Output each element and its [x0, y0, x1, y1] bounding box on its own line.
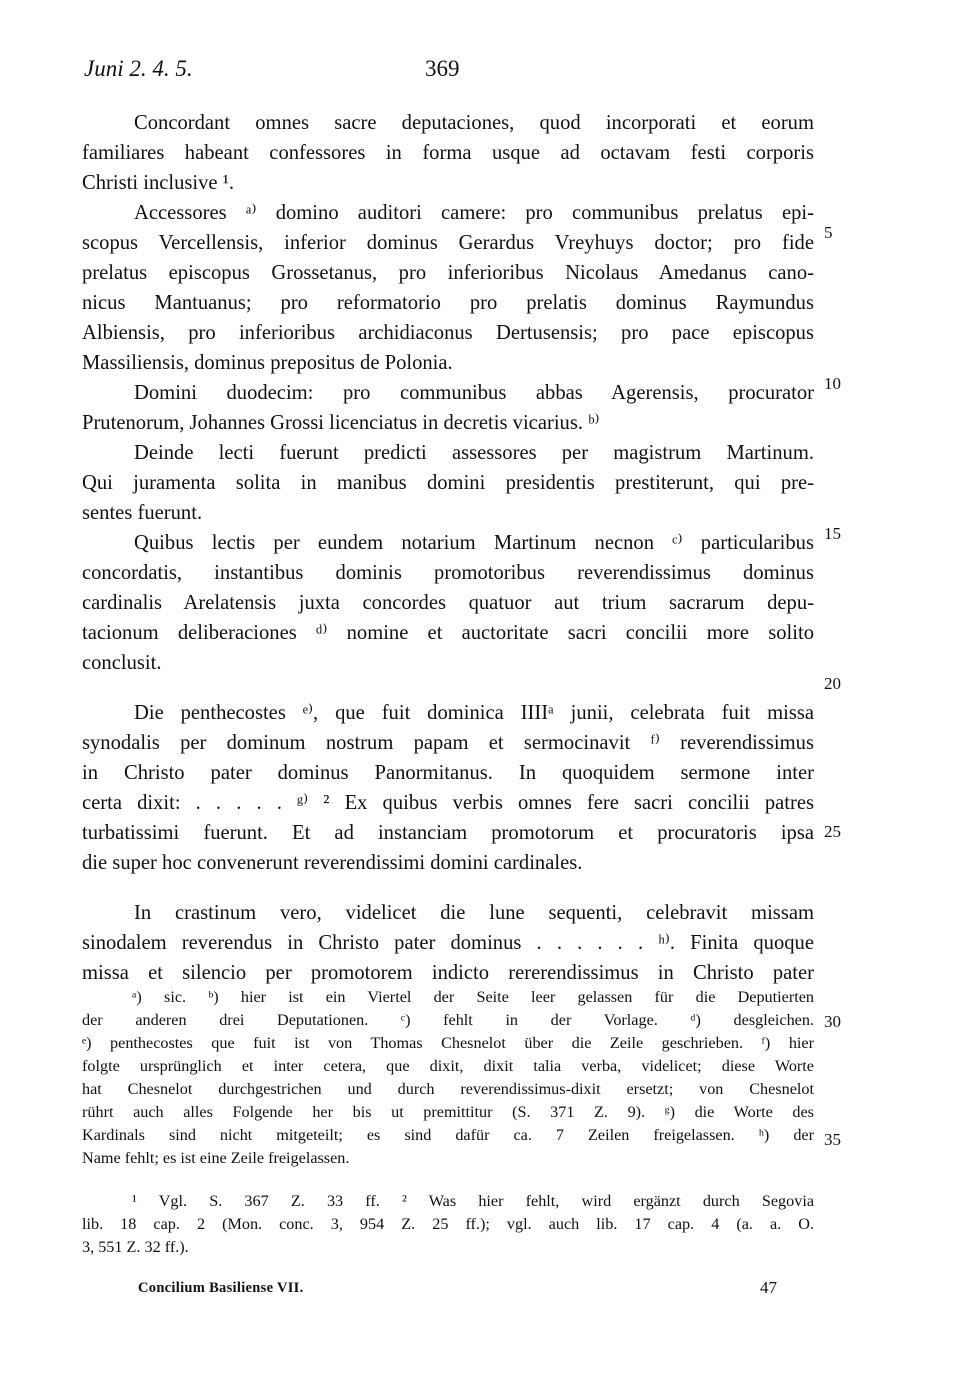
- printer-signature: Concilium Basiliense VII.: [138, 1280, 304, 1296]
- body-line: nicus Mantuanus; pro reformatorio pro prelatis dominus Raymundus: [82, 292, 814, 314]
- footnote-line: Name fehlt; es ist eine Zeile freigelassen.: [82, 1149, 350, 1167]
- body-line: Albiensis, pro inferioribus archidiaconus Dertusensis; pro pace episcopus: [82, 322, 814, 344]
- body-line: cardinalis Arelatensis juxta concordes quatuor aut trium sacrarum depu-: [82, 592, 814, 614]
- note-line: ¹ Vgl. S. 367 Z. 33 ff. ² Was hier fehlt, wird ergänzt durch Segovia: [132, 1192, 814, 1210]
- note-line: lib. 18 cap. 2 (Mon. conc. 3, 954 Z. 25 ff.); vgl. auch lib. 17 cap. 4 (a. a. O.: [82, 1215, 814, 1233]
- body-line: concordatis, instantibus dominis promotoribus reverendissimus dominus: [82, 562, 814, 584]
- note-line: 3, 551 Z. 32 ff.).: [82, 1238, 189, 1256]
- body-line: tacionum deliberaciones ᵈ⁾ nomine et auctoritate sacri concilii more solito: [82, 622, 814, 644]
- body-line: In crastinum vero, videlicet die lune sequenti, celebravit missam: [134, 902, 814, 924]
- body-line: sentes fuerunt.: [82, 502, 203, 524]
- body-line: synodalis per dominum nostrum papam et sermocinavit ᶠ⁾ reverendissimus: [82, 732, 814, 754]
- body-line: familiares habeant confessores in forma usque ad octavam festi corporis: [82, 142, 814, 164]
- body-line: Accessores ᵃ⁾ domino auditori camere: pro communibus prelatus epi-: [134, 202, 814, 224]
- body-line: sinodalem reverendus in Christo pater dominus . . . . . . ʰ⁾. Finita quoque: [82, 932, 814, 954]
- body-line: turbatissimi fuerunt. Et ad instanciam promotorum et procuratoris ipsa: [82, 822, 814, 844]
- margin-line-number: 20: [824, 674, 841, 693]
- body-line: die super hoc convenerunt reverendissimi domini cardinales.: [82, 852, 583, 874]
- body-line: Quibus lectis per eundem notarium Martinum necnon ᶜ⁾ particularibus: [134, 532, 814, 554]
- margin-line-number: 10: [824, 374, 841, 393]
- sheet-number: 47: [760, 1278, 777, 1297]
- footnote-line: folgte ursprünglich et inter cetera, que dixit, dixit talia verba, videlicet; diese Worte: [82, 1057, 814, 1075]
- footnote-line: ᵃ) sic. ᵇ) hier ist ein Viertel der Seite leer gelassen für die Deputierten: [132, 988, 814, 1006]
- footnote-line: hat Chesnelot durchgestrichen und durch reverendissimus-dixit ersetzt; von Chesnelot: [82, 1080, 814, 1098]
- body-line: conclusit.: [82, 652, 162, 674]
- margin-line-number: 5: [824, 223, 833, 242]
- margin-line-number: 30: [824, 1012, 841, 1031]
- running-head: Juni 2. 4. 5.: [84, 56, 193, 81]
- footnote-line: rührt auch alles Folgende her bis ut premittitur (S. 371 Z. 9). ᵍ) die Worte des: [82, 1103, 814, 1121]
- margin-line-number: 35: [824, 1130, 841, 1149]
- footnote-line: ᵉ) penthecostes que fuit ist von Thomas Chesnelot über die Zeile geschrieben. ᶠ) hier: [82, 1034, 814, 1052]
- margin-line-number: 25: [824, 822, 841, 841]
- body-line: scopus Vercellensis, inferior dominus Gerardus Vreyhuys doctor; pro fide: [82, 232, 814, 254]
- body-line: Die penthecostes ᵉ⁾, que fuit dominica IIIIᵃ junii, celebrata fuit missa: [134, 702, 814, 724]
- margin-line-number: 15: [824, 524, 841, 543]
- body-line: certa dixit: . . . . . ᵍ⁾ ² Ex quibus verbis omnes fere sacri concilii patres: [82, 792, 814, 814]
- body-line: Christi inclusive ¹.: [82, 172, 235, 194]
- page-number: 369: [425, 56, 460, 81]
- body-line: Concordant omnes sacre deputaciones, quod incorporati et eorum: [134, 112, 814, 134]
- footnote-line: der anderen drei Deputationen. ᶜ) fehlt in der Vorlage. ᵈ) desgleichen.: [82, 1011, 814, 1029]
- footnote-line: Kardinals sind nicht mitgeteilt; es sind dafür ca. 7 Zeilen freigelassen. ʰ) der: [82, 1126, 814, 1144]
- body-line: Domini duodecim: pro communibus abbas Agerensis, procurator: [134, 382, 814, 404]
- body-line: Massiliensis, dominus prepositus de Polonia.: [82, 352, 453, 374]
- body-line: missa et silencio per promotorem indicto rererendissimus in Christo pater: [82, 962, 814, 984]
- body-line: prelatus episcopus Grossetanus, pro inferioribus Nicolaus Amedanus cano-: [82, 262, 814, 284]
- body-line: Deinde lecti fuerunt predicti assessores per magistrum Martinum.: [134, 442, 814, 464]
- body-line: in Christo pater dominus Panormitanus. In quoquidem sermone inter: [82, 762, 814, 784]
- body-line: Qui juramenta solita in manibus domini presidentis prestiterunt, qui pre-: [82, 472, 814, 494]
- body-line: Prutenorum, Johannes Grossi licenciatus in decretis vicarius. ᵇ⁾: [82, 412, 600, 434]
